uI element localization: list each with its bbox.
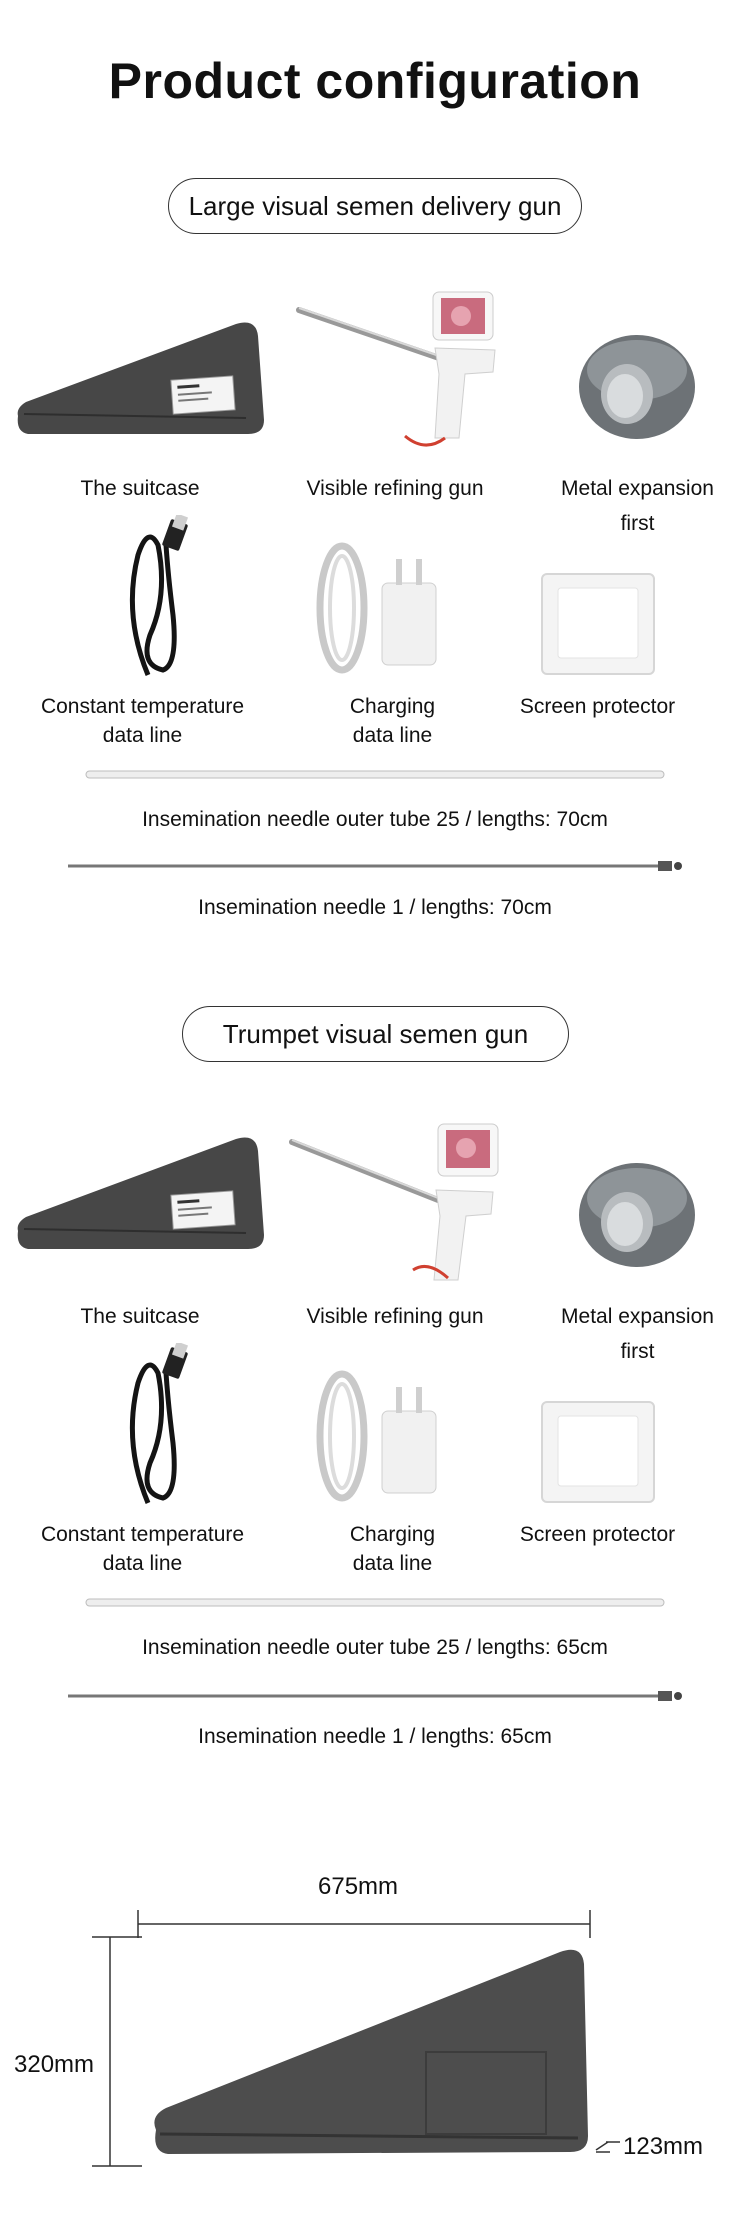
screen-protector-image-2 <box>538 1398 660 1506</box>
caption-cable-1: Constant temperature <box>40 695 245 718</box>
caption-cable-2-2: data line <box>102 1552 183 1575</box>
caption-cable-2-1: Constant temperature <box>40 1523 245 1546</box>
caption-metal-2-1: Metal expansion <box>561 1305 714 1328</box>
outer-tube-caption-2: Insemination needle outer tube 25 / lengths: 65cm <box>142 1636 608 1659</box>
screen-protector-image <box>538 570 660 678</box>
outer-tube-caption: Insemination needle outer tube 25 / lengths: 70cm <box>142 808 608 831</box>
caption-charging-2-1: Charging <box>349 1523 436 1546</box>
section-heading-trumpet-gun: Trumpet visual semen gun <box>182 1006 569 1062</box>
suitcase-image <box>14 318 264 443</box>
caption-suitcase-2: The suitcase <box>80 1305 200 1328</box>
usb-cable-image-2 <box>118 1343 198 1513</box>
metal-expansion-image <box>575 330 700 445</box>
outer-tube-image-2 <box>84 1596 668 1610</box>
page-title: Product configuration <box>108 53 642 109</box>
caption-charging-2-2: data line <box>352 1552 433 1575</box>
needle-image-2 <box>66 1688 686 1704</box>
caption-charging-2: data line <box>352 724 433 747</box>
caption-screen-2: Screen protector <box>519 1523 676 1546</box>
gun-image-2 <box>288 1120 503 1295</box>
dimension-depth: 123mm <box>623 2133 704 2160</box>
caption-metal-2: first <box>620 512 655 535</box>
needle-image <box>66 858 686 874</box>
caption-metal-2-2: first <box>620 1340 655 1363</box>
charger-image-2 <box>312 1361 462 1511</box>
caption-gun: Visible refining gun <box>306 477 484 500</box>
dimension-width: 675mm <box>318 1873 399 1900</box>
usb-cable-image <box>118 515 198 685</box>
needle-caption: Insemination needle 1 / lengths: 70cm <box>198 896 552 919</box>
caption-screen: Screen protector <box>519 695 676 718</box>
outer-tube-image <box>84 768 668 782</box>
gun-image <box>295 288 505 463</box>
caption-cable-2: data line <box>102 724 183 747</box>
section-heading-large-gun: Large visual semen delivery gun <box>168 178 582 234</box>
metal-expansion-image-2 <box>575 1158 700 1273</box>
caption-charging-1: Charging <box>349 695 436 718</box>
suitcase-image-2 <box>14 1133 264 1258</box>
caption-metal-1: Metal expansion <box>561 477 714 500</box>
needle-caption-2: Insemination needle 1 / lengths: 65cm <box>198 1725 552 1748</box>
caption-suitcase: The suitcase <box>80 477 200 500</box>
caption-gun-2: Visible refining gun <box>306 1305 484 1328</box>
dimension-height: 320mm <box>14 2051 95 2078</box>
charger-image <box>312 533 462 683</box>
